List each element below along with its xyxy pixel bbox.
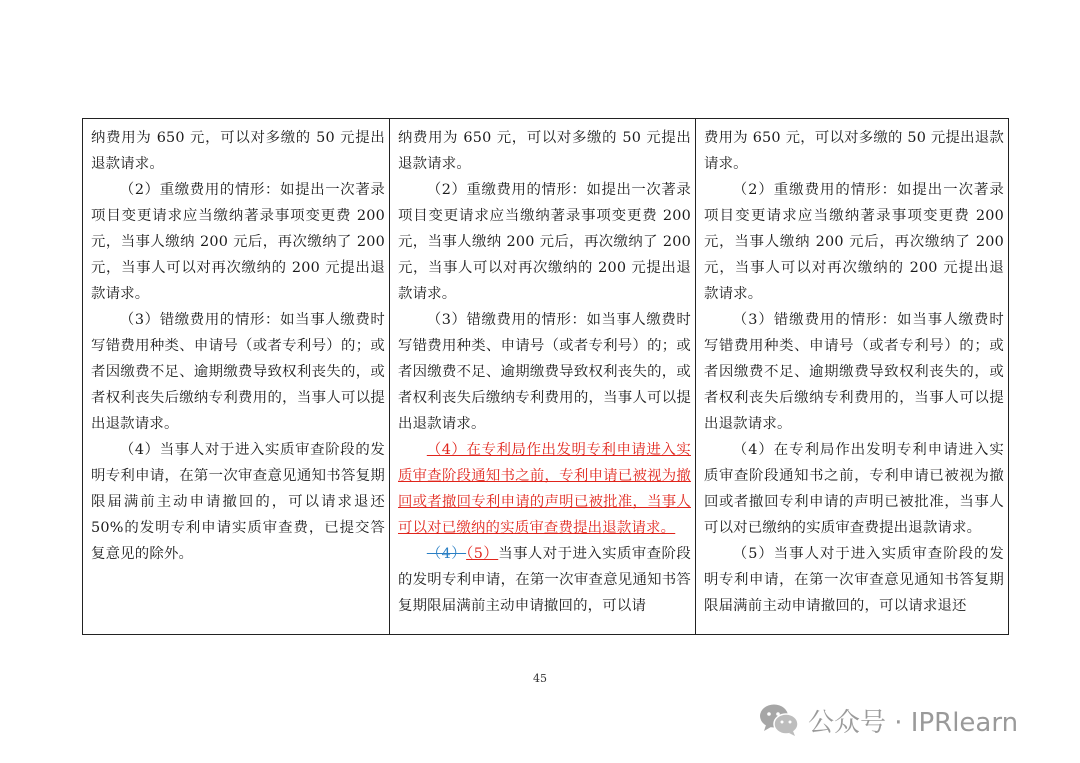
- paragraph: [398, 541, 691, 619]
- inserted-text: （5）: [466, 546, 499, 562]
- inserted-paragraph: （4）在专利局作出发明专利申请进入实质审查阶段通知书之前，专利申请已被视为撤回或者撤回专利申请的声明已被批准，当事人可以对已缴纳的实质审查费提出退款请求。: [398, 442, 691, 536]
- page-number: 45: [533, 672, 547, 685]
- paragraph: （4）在专利局作出发明专利申请进入实质审查阶段通知书之前，专利申请已被视为撤回或者撤回专利申请的声明已被批准，当事人可以对已缴纳的实质审查费提出退款请求。: [704, 442, 1004, 536]
- watermark: [758, 700, 1018, 740]
- watermark-text: 公众号 · IPRlearn: [808, 707, 1019, 738]
- paragraph: 纳费用为 650 元，可以对多缴的 50 元提出退款请求。: [91, 130, 385, 172]
- paragraph: 费用为 650 元，可以对多缴的 50 元提出退款请求。: [704, 130, 1004, 172]
- paragraph: （3）错缴费用的情形：如当事人缴费时写错费用种类、申请号（或者专利号）的；或者因缴费不足、逾期缴费导致权利丧失的，或者权利丧失后缴纳专利费用的，当事人可以提出退款请求。: [704, 312, 1004, 432]
- paragraph: （5）当事人对于进入实质审查阶段的发明专利申请，在第一次审查意见通知书答复期限届满前主动申请撤回的，可以请求退还: [704, 546, 1004, 614]
- paragraph: （3）错缴费用的情形：如当事人缴费时写错费用种类、申请号（或者专利号）的；或者因缴费不足、逾期缴费导致权利丧失的，或者权利丧失后缴纳专利费用的，当事人可以提出退款请求。: [398, 312, 691, 432]
- paragraph: （4）当事人对于进入实质审查阶段的发明专利申请，在第一次审查意见通知书答复期限届满前主动申请撤回的，可以请求退还 50%的发明专利申请实质审查费，已提交答复意见的除外。: [91, 442, 385, 562]
- deleted-text: （4）: [426, 546, 467, 562]
- paragraph: （2）重缴费用的情形：如提出一次著录项目变更请求应当缴纳著录事项变更费 200 元，当事人缴纳 200 元后，再次缴纳了 200 元，当事人可以对再次缴纳的 200 元提出退款请求。: [91, 182, 385, 302]
- paragraph: （3）错缴费用的情形：如当事人缴费时写错费用种类、申请号（或者专利号）的；或者因缴费不足、逾期缴费导致权利丧失的，或者权利丧失后缴纳专利费用的，当事人可以提出退款请求。: [91, 312, 385, 432]
- paragraph: 纳费用为 650 元，可以对多缴的 50 元提出退款请求。: [398, 130, 691, 172]
- paragraph: （2）重缴费用的情形：如提出一次著录项目变更请求应当缴纳著录事项变更费 200 元，当事人缴纳 200 元后，再次缴纳了 200 元，当事人可以对再次缴纳的 200 元提出退款请求。: [704, 182, 1004, 302]
- paragraph-text: 当事人对于进入实质审查阶段的发明专利申请，在第一次审查意见通知书答复期限届满前主动申请撤回的，可以请: [398, 546, 691, 614]
- paragraph: （2）重缴费用的情形：如提出一次著录项目变更请求应当缴纳著录事项变更费 200 元，当事人缴纳 200 元后，再次缴纳了 200 元，当事人可以对再次缴纳的 200 元提出退款请求。: [398, 182, 691, 302]
- comparison-table: [82, 118, 1009, 635]
- wechat-icon: [758, 700, 800, 740]
- column-revision-marked: [389, 119, 695, 634]
- column-revised: [695, 119, 1008, 634]
- column-current: [83, 119, 389, 634]
